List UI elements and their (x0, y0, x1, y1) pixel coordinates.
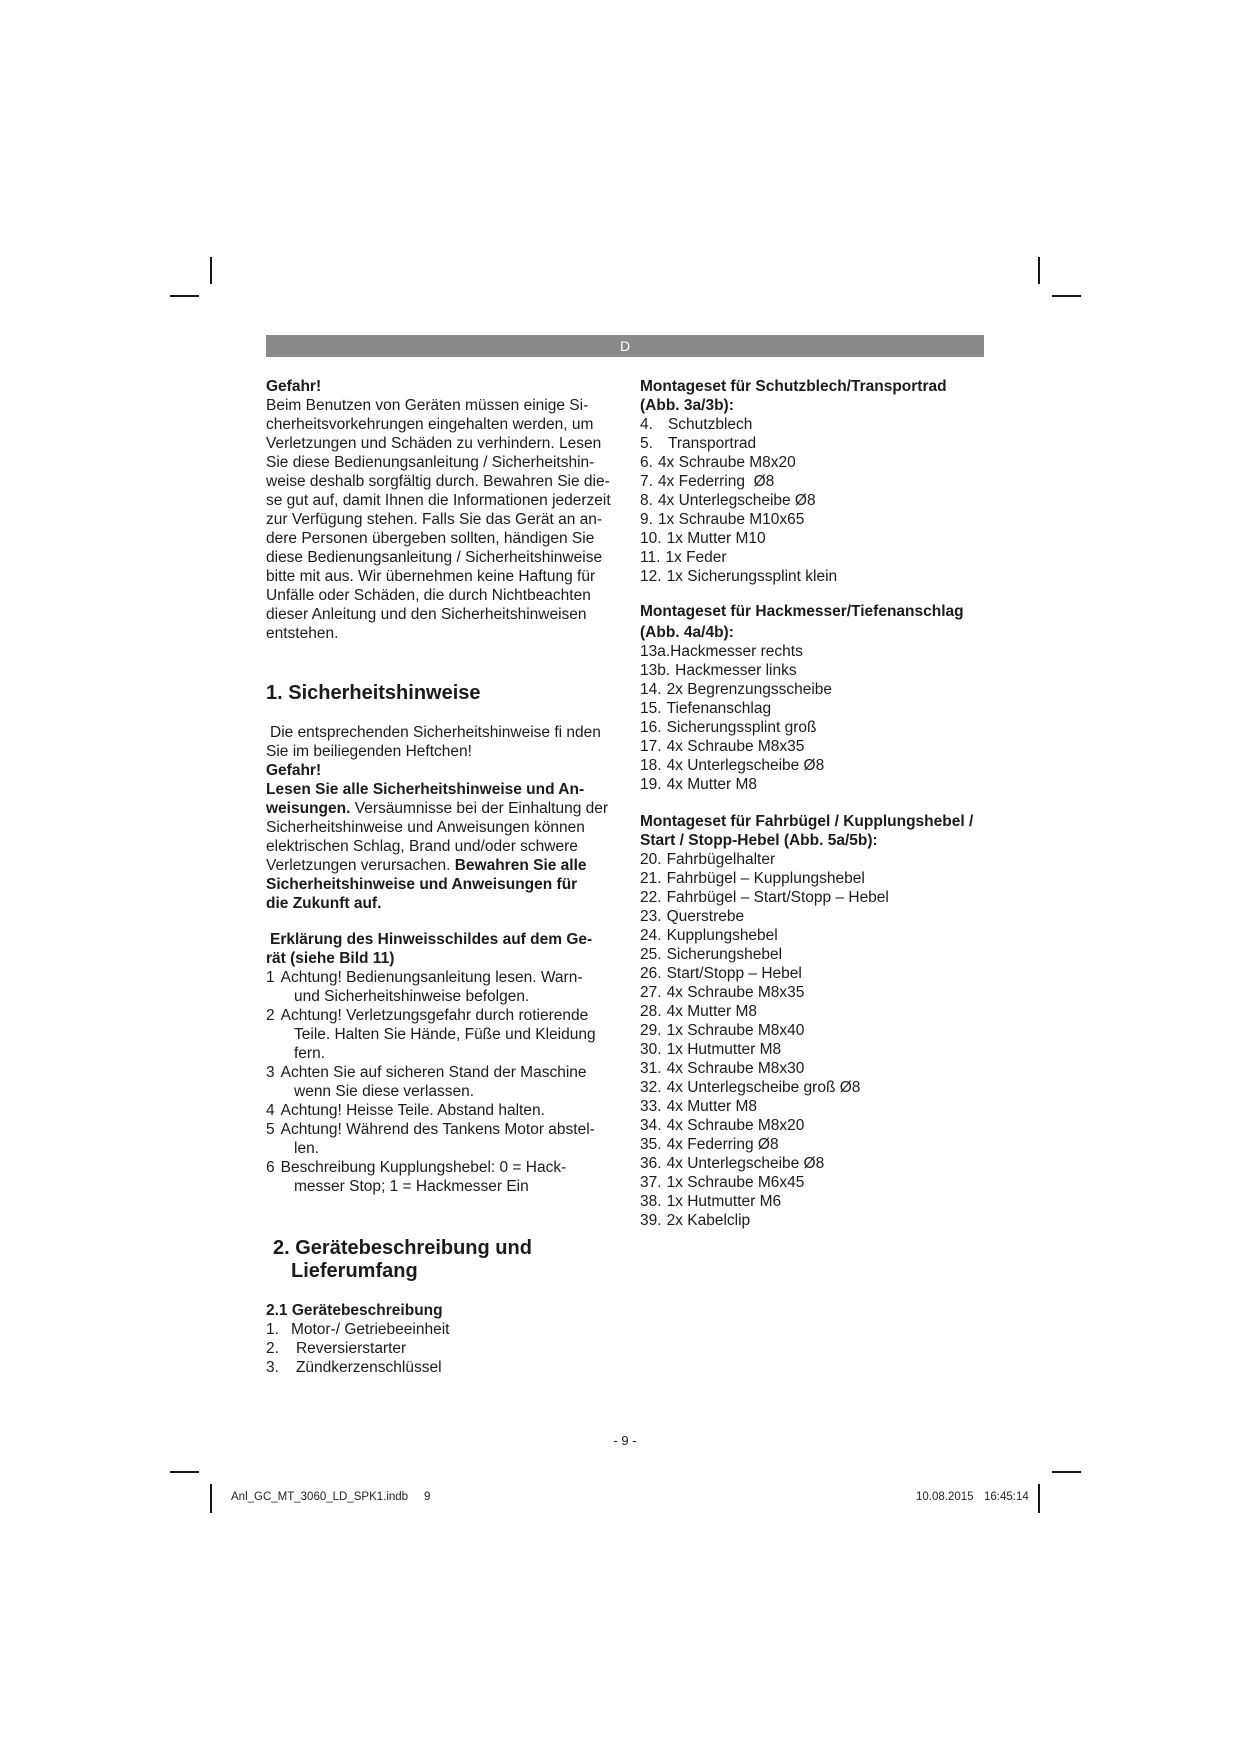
item-number: 11. (640, 549, 661, 566)
warning-line: die Zukunft auf. (266, 895, 382, 912)
list-item (266, 1063, 596, 1082)
heading-line: Lieferumfang (291, 1260, 418, 1282)
kit-title: Montageset für Schutzblech/Transportrad (640, 378, 947, 395)
warning-text: Verletzungen verursachen. (266, 857, 451, 874)
paragraph-line: dere Personen übergeben sollten, händigen Sie (266, 530, 595, 547)
item-text: 4x Mutter M8 (666, 776, 758, 793)
item-text: Querstrebe (666, 908, 745, 925)
item-number: 2 (266, 1007, 275, 1024)
crop-mark-top-left-vertical (210, 257, 212, 284)
list-item (640, 567, 947, 586)
warning-line: Sicherheitshinweise und Anweisungen können (266, 819, 585, 836)
item-number: 31. (640, 1060, 662, 1077)
item-number: 23. (640, 908, 662, 925)
item-number: 2. (266, 1340, 279, 1357)
list-item (640, 869, 973, 888)
item-number: 29. (640, 1022, 662, 1039)
kit-title: Start / Stopp-Hebel (Abb. 5a/5b): (640, 832, 878, 849)
item-text: Hackmesser rechts (670, 643, 803, 660)
item-text: 1x Mutter M10 (666, 530, 766, 547)
item-number: 28. (640, 1003, 662, 1020)
item-text: 1x Hutmutter M6 (666, 1193, 782, 1210)
item-number: 9. (640, 511, 653, 528)
item-number: 27. (640, 984, 662, 1001)
paragraph-line: weise deshalb sorgfältig durch. Bewahren Sie die- (266, 473, 610, 490)
crop-mark-bottom-right-horizontal (1052, 1471, 1081, 1473)
item-number: 30. (640, 1041, 662, 1058)
warning-line: Sicherheitshinweise und Anweisungen für (266, 876, 578, 893)
item-text: 4x Unterlegscheibe groß Ø8 (666, 1079, 861, 1096)
language-code: D (619, 338, 631, 354)
kit-title: Montageset für Hackmesser/Tiefenanschlag (640, 603, 964, 620)
section-heading-safety: 1. Sicherheitshinweise (266, 682, 481, 704)
list-item (640, 548, 947, 567)
list-item (640, 1078, 973, 1097)
list-item (640, 661, 964, 680)
item-text: Teile. Halten Sie Hände, Füße und Kleidung (294, 1026, 596, 1043)
item-text: Motor-/ Getriebeeinheit (290, 1321, 450, 1338)
warning-line (266, 856, 608, 875)
paragraph-line: Sie im beiliegenden Heftchen! (266, 743, 472, 760)
list-item (640, 680, 964, 699)
heading-line: 2. Gerätebeschreibung und (273, 1237, 532, 1259)
danger-title: Gefahr! (266, 378, 322, 395)
crop-mark-top-left-horizontal (170, 295, 199, 297)
device-description (266, 1301, 449, 1377)
list-item (640, 415, 947, 434)
item-text: Reversierstarter (295, 1340, 407, 1357)
safety-intro (266, 723, 608, 913)
list-item (640, 642, 964, 661)
item-number: 39. (640, 1212, 662, 1229)
kit-tines-depth-stop (640, 602, 964, 794)
list-item (640, 453, 947, 472)
footer-date: 10.08.2015 (916, 1491, 974, 1503)
item-number: 3. (266, 1359, 279, 1376)
item-number: 21. (640, 870, 662, 887)
item-text: Beschreibung Kupplungshebel: 0 = Hack- (280, 1159, 567, 1176)
item-number: 24. (640, 927, 662, 944)
item-text: 4x Mutter M8 (666, 1098, 758, 1115)
list-item (640, 1002, 973, 1021)
item-text: messer Stop; 1 = Hackmesser Ein (294, 1178, 529, 1195)
paragraph-line: entstehen. (266, 625, 339, 642)
item-text: 1x Schraube M10x65 (657, 511, 805, 528)
item-number: 6. (640, 454, 653, 471)
list-item (640, 907, 973, 926)
item-text: Achtung! Während des Tankens Motor abstel- (280, 1121, 595, 1138)
item-text: 4x Schraube M8x35 (666, 738, 805, 755)
item-number: 38. (640, 1193, 662, 1210)
warning-line: elektrischen Schlag, Brand und/oder schwere (266, 838, 578, 855)
item-text: Sicherungssplint groß (666, 719, 817, 736)
list-item (640, 945, 973, 964)
list-item (640, 1116, 973, 1135)
list-item (640, 756, 964, 775)
item-number: 35. (640, 1136, 662, 1153)
paragraph-line: Beim Benutzen von Geräten müssen einige Si- (266, 397, 589, 414)
item-text: Fahrbügelhalter (666, 851, 776, 868)
sign-heading: rät (siehe Bild 11) (266, 950, 395, 967)
item-number: 20. (640, 851, 662, 868)
item-number: 4. (640, 416, 653, 433)
paragraph-line: diese Bedienungsanleitung / Sicherheitshinweise (266, 549, 603, 566)
item-number: 5 (266, 1121, 275, 1138)
kit-title: Montageset für Fahrbügel / Kupplungshebel / (640, 813, 974, 830)
item-text: 1x Sicherungssplint klein (666, 568, 838, 585)
list-item (640, 529, 947, 548)
item-number: 26. (640, 965, 662, 982)
item-text: 4x Federring Ø8 (657, 473, 775, 490)
paragraph-line: bitte mit aus. Wir übernehmen keine Haftung für (266, 568, 596, 585)
item-number: 13a. (640, 643, 671, 660)
list-item (640, 699, 964, 718)
item-text: 4x Schraube M8x35 (666, 984, 805, 1001)
warning-text: Versäumnisse bei der Einhaltung der (354, 800, 609, 817)
item-number: 32. (640, 1079, 662, 1096)
kit-title: (Abb. 3a/3b): (640, 397, 734, 414)
list-item (640, 1192, 973, 1211)
item-number: 18. (640, 757, 662, 774)
item-number: 33. (640, 1098, 662, 1115)
footer-file-page: 9 (424, 1491, 431, 1503)
item-number: 10. (640, 530, 662, 547)
list-item (266, 1158, 596, 1177)
crop-mark-bottom-left-vertical (210, 1484, 212, 1513)
item-text: und Sicherheitshinweise befolgen. (294, 988, 530, 1005)
list-item (640, 737, 964, 756)
list-item (640, 1211, 973, 1230)
page-number: - 9 - (613, 1433, 637, 1448)
item-text: Start/Stopp – Hebel (666, 965, 802, 982)
warning-line: Lesen Sie alle Sicherheitshinweise und An- (266, 781, 585, 798)
section-heading-description (273, 1237, 532, 1283)
item-text: Schutzblech (667, 416, 753, 433)
list-item (266, 1339, 449, 1358)
item-text: len. (294, 1140, 319, 1157)
list-item (640, 1135, 973, 1154)
danger-title: Gefahr! (266, 762, 322, 779)
item-number: 17. (640, 738, 662, 755)
item-number: 3 (266, 1064, 275, 1081)
item-number: 8. (640, 492, 653, 509)
list-item (640, 888, 973, 907)
list-item (266, 1320, 449, 1339)
item-text: 4x Unterlegscheibe Ø8 (657, 492, 816, 509)
list-item (266, 968, 596, 987)
list-item (640, 1059, 973, 1078)
subsection-heading: 2.1 Gerätebeschreibung (266, 1302, 443, 1319)
item-number: 13b. (640, 662, 671, 679)
item-text: Zündkerzenschlüssel (295, 1359, 442, 1376)
kit-handlebar-levers (640, 812, 973, 1230)
paragraph-line: Verletzungen und Schäden zu verhindern. Lesen (266, 435, 602, 452)
item-number: 4 (266, 1102, 275, 1119)
list-item (640, 472, 947, 491)
item-number: 1 (266, 969, 275, 986)
paragraph-line: dieser Anleitung und den Sicherheitshinweisen (266, 606, 587, 623)
item-text: 2x Begrenzungsscheibe (666, 681, 833, 698)
item-text: Achtung! Bedienungsanleitung lesen. Warn- (280, 969, 583, 986)
paragraph-line: Die entsprechenden Sicherheitshinweise fi nden (270, 724, 601, 741)
item-text: 4x Schraube M8x20 (657, 454, 796, 471)
item-text: 1x Hutmutter M8 (666, 1041, 782, 1058)
paragraph-line: se gut auf, damit Ihnen die Informationen jederzeit (266, 492, 611, 509)
item-text: 4x Mutter M8 (666, 1003, 758, 1020)
item-text: Achten Sie auf sicheren Stand der Maschine (280, 1064, 587, 1081)
warning-line (266, 799, 608, 818)
item-text: Sicherungshebel (666, 946, 783, 963)
item-number: 22. (640, 889, 662, 906)
list-item (266, 1358, 449, 1377)
paragraph-line: cherheitsvorkehrungen eingehalten werden, um (266, 416, 594, 433)
list-item (640, 1097, 973, 1116)
list-item (640, 510, 947, 529)
item-text: Hackmesser links (675, 662, 797, 679)
item-text: Transportrad (667, 435, 757, 452)
kit-title: (Abb. 4a/4b): (640, 624, 734, 641)
item-number: 15. (640, 700, 662, 717)
list-item (266, 1006, 596, 1025)
item-text: Fahrbügel – Kupplungshebel (666, 870, 865, 887)
warning-bold-text: weisungen. (266, 800, 351, 817)
item-number: 25. (640, 946, 662, 963)
item-number: 19. (640, 776, 662, 793)
item-number: 6 (266, 1159, 275, 1176)
list-item (266, 1101, 596, 1120)
item-text: 1x Feder (665, 549, 727, 566)
list-item (640, 1173, 973, 1192)
item-number: 1. (266, 1321, 279, 1338)
footer-time: 16:45:14 (984, 1491, 1029, 1503)
crop-mark-top-right-horizontal (1052, 295, 1081, 297)
list-item (640, 1021, 973, 1040)
item-number: 12. (640, 568, 662, 585)
sign-heading: Erklärung des Hinweisschildes auf dem Ge- (270, 931, 593, 948)
item-text: Achtung! Verletzungsgefahr durch rotierende (280, 1007, 589, 1024)
item-text: 4x Schraube M8x30 (666, 1060, 805, 1077)
list-item (640, 718, 964, 737)
crop-mark-top-right-vertical (1038, 257, 1040, 284)
list-item (266, 1120, 596, 1139)
list-item (640, 1154, 973, 1173)
item-text: Achtung! Heisse Teile. Abstand halten. (280, 1102, 545, 1119)
item-number: 34. (640, 1117, 662, 1134)
sign-explanation (266, 930, 596, 1196)
item-text: wenn Sie diese verlassen. (294, 1083, 475, 1100)
item-number: 37. (640, 1174, 662, 1191)
list-item (640, 850, 973, 869)
list-item (640, 1040, 973, 1059)
kit-fender-wheel (640, 377, 947, 586)
item-number: 16. (640, 719, 662, 736)
item-text: 2x Kabelclip (666, 1212, 751, 1229)
item-text: 1x Schraube M6x45 (666, 1174, 805, 1191)
crop-mark-bottom-right-vertical (1038, 1484, 1040, 1513)
item-number: 36. (640, 1155, 662, 1172)
paragraph-line: Unfälle oder Schäden, die durch Nichtbeachten (266, 587, 591, 604)
warning-bold-text: Bewahren Sie alle (454, 857, 587, 874)
item-number: 14. (640, 681, 662, 698)
item-text: fern. (294, 1045, 326, 1062)
item-text: Kupplungshebel (666, 927, 778, 944)
item-text: Tiefenanschlag (666, 700, 772, 717)
paragraph-line: Sie diese Bedienungsanleitung / Sicherheitshin- (266, 454, 595, 471)
item-text: 4x Schraube M8x20 (666, 1117, 805, 1134)
paragraph-line: zur Verfügung stehen. Falls Sie das Gerät an an- (266, 511, 603, 528)
list-item (640, 491, 947, 510)
crop-mark-bottom-left-horizontal (170, 1471, 199, 1473)
item-text: Fahrbügel – Start/Stopp – Hebel (666, 889, 889, 906)
item-text: 4x Unterlegscheibe Ø8 (666, 757, 825, 774)
footer-file-name: Anl_GC_MT_3060_LD_SPK1.indb (231, 1491, 409, 1503)
list-item (640, 434, 947, 453)
list-item (640, 775, 964, 794)
list-item (640, 926, 973, 945)
item-text: 4x Federring Ø8 (666, 1136, 779, 1153)
item-text: 4x Unterlegscheibe Ø8 (666, 1155, 825, 1172)
language-header-bar (266, 335, 984, 357)
list-item (640, 964, 973, 983)
danger-notice (266, 377, 611, 643)
list-item (640, 983, 973, 1002)
item-number: 7. (640, 473, 653, 490)
item-number: 5. (640, 435, 653, 452)
item-text: 1x Schraube M8x40 (666, 1022, 805, 1039)
